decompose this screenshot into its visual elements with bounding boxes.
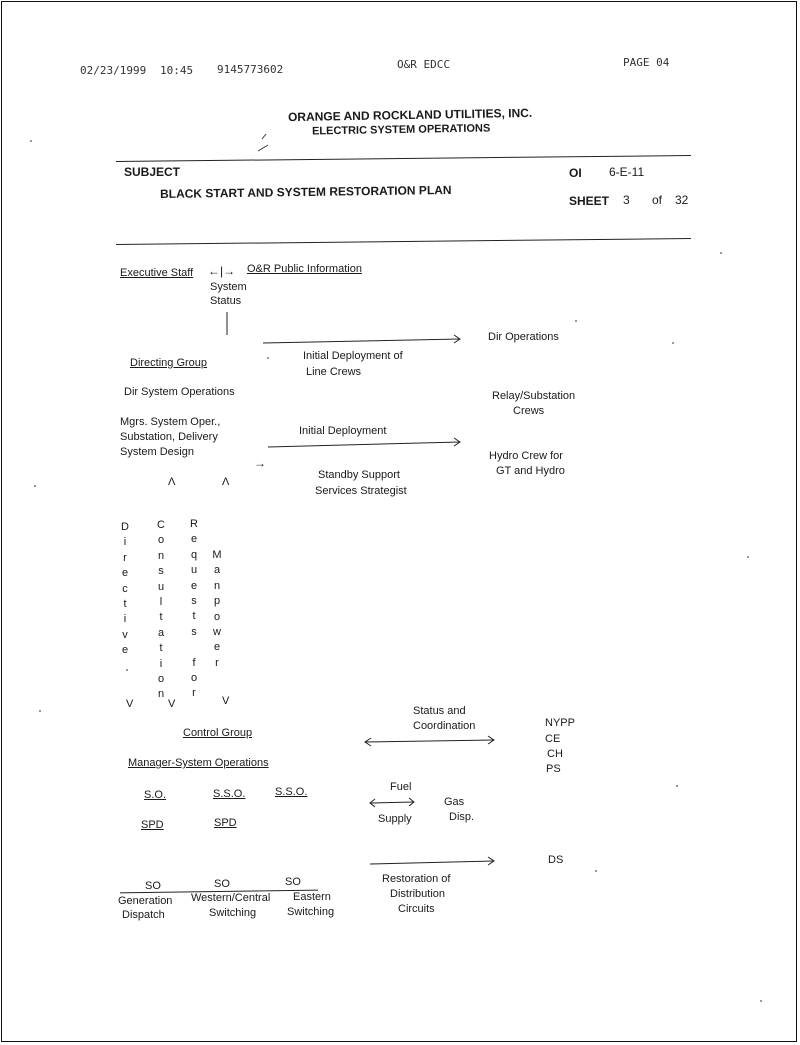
mgrs-system-oper-3: System Design: [120, 446, 194, 458]
control-group: Control Group: [183, 727, 253, 739]
eastern-switching-1: Eastern: [293, 891, 331, 903]
mgrs-system-oper-1: Mgrs. System Oper.,: [120, 416, 221, 428]
dir-system-operations: Dir System Operations: [124, 386, 235, 398]
so-eastern: SO: [285, 876, 301, 888]
western-central-2: Switching: [209, 907, 257, 919]
initial-deployment-line-crews-1: Initial Deployment of: [303, 350, 403, 362]
status-coordination-2: Coordination: [413, 720, 476, 732]
executive-staff: Executive Staff: [120, 267, 194, 279]
down-arrow-1: V: [126, 698, 134, 710]
spd-label-2: SPD: [214, 817, 237, 829]
small-arrow: →: [254, 456, 266, 470]
initial-deployment-line-crews-2: Line Crews: [306, 366, 362, 378]
vertical-word-manpower: M a n p o w e r: [212, 549, 222, 669]
western-central-1: Western/Central: [191, 892, 271, 904]
restoration-1: Restoration of: [382, 873, 451, 885]
mgrs-system-oper-2: Substation, Delivery: [120, 431, 218, 443]
oi-number: 6-E-11: [609, 165, 645, 179]
fax-page-number: PAGE 04: [623, 56, 670, 69]
relay-substation-1: Relay/Substation: [492, 390, 576, 402]
spd-label-1: SPD: [141, 819, 164, 831]
sso-label-1: S.S.O.: [213, 788, 246, 800]
so-label: S.O.: [144, 789, 167, 801]
up-arrow-left: Λ: [168, 476, 176, 488]
fuel-label: Fuel: [390, 781, 412, 793]
sheet-label: SHEET: [569, 194, 610, 208]
external-ps: PS: [546, 763, 561, 775]
hydro-crew-1: Hydro Crew for: [489, 450, 563, 462]
sso-label-2: S.S.O.: [275, 786, 308, 798]
fax-time: 10:45: [160, 64, 194, 77]
down-arrow-2: V: [168, 698, 176, 710]
generation-dispatch-2: Dispatch: [122, 909, 165, 921]
status-coordination-1: Status and: [413, 705, 466, 717]
system-status-line-2: Status: [210, 295, 242, 307]
vertical-word-consultation: C o n s u l t a t i o n: [157, 519, 165, 701]
external-ce: CE: [545, 733, 561, 745]
external-nypp: NYPP: [545, 717, 575, 729]
so-generation: SO: [145, 880, 161, 892]
sheet-total: 32: [675, 193, 689, 207]
company-name: ORANGE AND ROCKLAND UTILITIES, INC.: [287, 105, 533, 125]
exec-public-info-arrow: ←|→: [208, 264, 236, 278]
vertical-word-requests-for: R e q u e s t s f o r: [190, 518, 198, 700]
directing-group: Directing Group: [130, 357, 208, 369]
eastern-switching-2: Switching: [287, 906, 335, 918]
public-information: O&R Public Information: [247, 263, 362, 275]
up-arrow-right: Λ: [222, 476, 230, 488]
department-name: ELECTRIC SYSTEM OPERATIONS: [311, 122, 491, 138]
supply-label: Supply: [378, 813, 412, 825]
document-title: BLACK START AND SYSTEM RESTORATION PLAN: [159, 182, 452, 202]
relay-substation-2: Crews: [513, 405, 545, 417]
standby-support-2: Services Strategist: [315, 485, 407, 497]
hydro-crew-2: GT and Hydro: [496, 465, 565, 477]
gas-label: Gas: [444, 796, 465, 808]
manager-system-operations: Manager-System Operations: [128, 757, 269, 769]
disp-label: Disp.: [449, 811, 475, 823]
fax-date: 02/23/1999: [80, 64, 147, 77]
initial-deployment: Initial Deployment: [299, 425, 387, 437]
dir-operations: Dir Operations: [488, 331, 559, 343]
sheet-of-label: of: [652, 193, 663, 207]
subject-label: SUBJECT: [124, 165, 181, 179]
fax-number: 9145773602: [217, 63, 284, 76]
standby-support-1: Standby Support: [318, 469, 400, 481]
system-status-line-1: System: [210, 281, 247, 293]
external-ch: CH: [547, 748, 563, 760]
oi-label: OI: [569, 166, 582, 180]
vertical-word-directive: D i r e c t i v e: [121, 521, 129, 657]
ds-label: DS: [548, 854, 564, 866]
fax-sender: O&R EDCC: [397, 58, 450, 71]
down-arrow-3: V: [222, 695, 230, 707]
restoration-3: Circuits: [398, 903, 435, 915]
sheet-number: 3: [623, 193, 630, 207]
generation-dispatch-1: Generation: [118, 895, 173, 907]
so-western: SO: [214, 878, 230, 890]
restoration-2: Distribution: [390, 888, 446, 900]
